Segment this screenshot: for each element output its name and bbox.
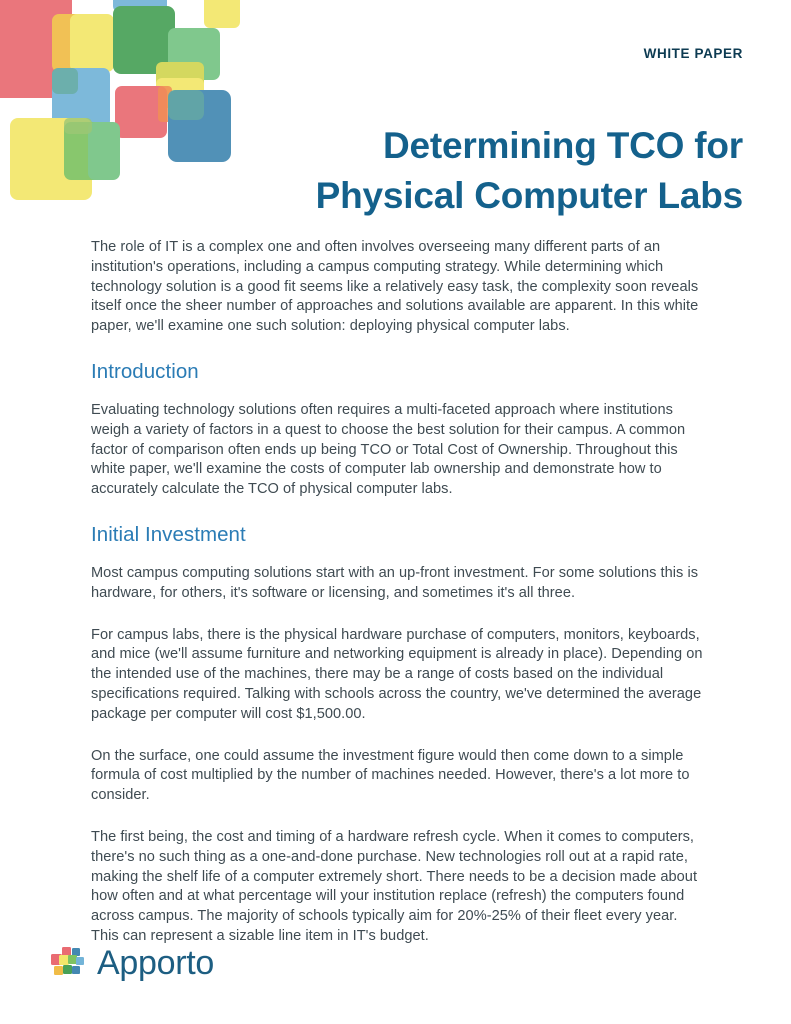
paragraph-introduction-1: Evaluating technology solutions often requires a multi-faceted approach where institutions weigh a variety of factors in a quest to choose the best solution for their campus. A common factor of comparison often ends up being TCO or Total Cost of Ownership. Throughout this white paper, we'll examine the costs of computer lab ownership and demonstrate how to accurately calculate the TCO of physical computer labs. [91, 401, 686, 498]
brand-name: Apporto [97, 944, 214, 982]
lead-paragraph: The role of IT is a complex one and often involves overseeing many different parts of an institution's operations, including a campus computing strategy. While determining which technology solution is a good fit seems like a relatively easy task, the complexity soon reveals itself once the sheer number of approaches and solutions available are apparent. In this white paper, we'll examine one such solution: deploying physical computer labs. [91, 239, 699, 335]
paragraph-initial-investment-4: The first being, the cost and timing of a hardware refresh cycle. When it comes to computers, there's no such thing as a one-and-done purchase. New technologies roll out at a rapid rate, making the shelf life of a computer extremely short. There needs to be a decision made about how often and at what percentage will your institution replace (refresh) the computers found across campus. The majority of schools typically aim for 20%-25% of their fleet every year. This can represent a sizable line item in IT's budget. [91, 828, 698, 944]
paragraph-initial-investment-3: On the surface, one could assume the investment figure would then come down to a simple formula of cost multiplied by the number of machines needed. However, there's a lot more to consider. [91, 747, 690, 804]
page-title-line-2: Physical Computer Labs [315, 174, 743, 216]
section-heading-initial-investment: Initial Investment [91, 522, 246, 546]
apporto-logo-mark-icon [50, 944, 88, 982]
section-heading-introduction: Introduction [91, 359, 199, 383]
paragraph-initial-investment-1: Most campus computing solutions start with an up-front investment. For some solutions this is hardware, for others, it's software or licensing, and sometimes it's all three. [91, 564, 699, 601]
footer-logo [50, 944, 214, 982]
document-kicker: WHITE PAPER [643, 46, 743, 61]
page-title [183, 121, 743, 221]
paragraph-initial-investment-2: For campus labs, there is the physical hardware purchase of computers, monitors, keyboards, and mice (we'll assume furniture and networking equipment is already in place). Depending on the intended use of the machines, there may be a range of costs based on the individual specifications required. Talking with schools across the country, we've determined the average package per computer will cost $1,500.00. [91, 626, 703, 722]
document-body [91, 238, 703, 969]
page-title-line-1: Determining TCO for [382, 124, 743, 166]
